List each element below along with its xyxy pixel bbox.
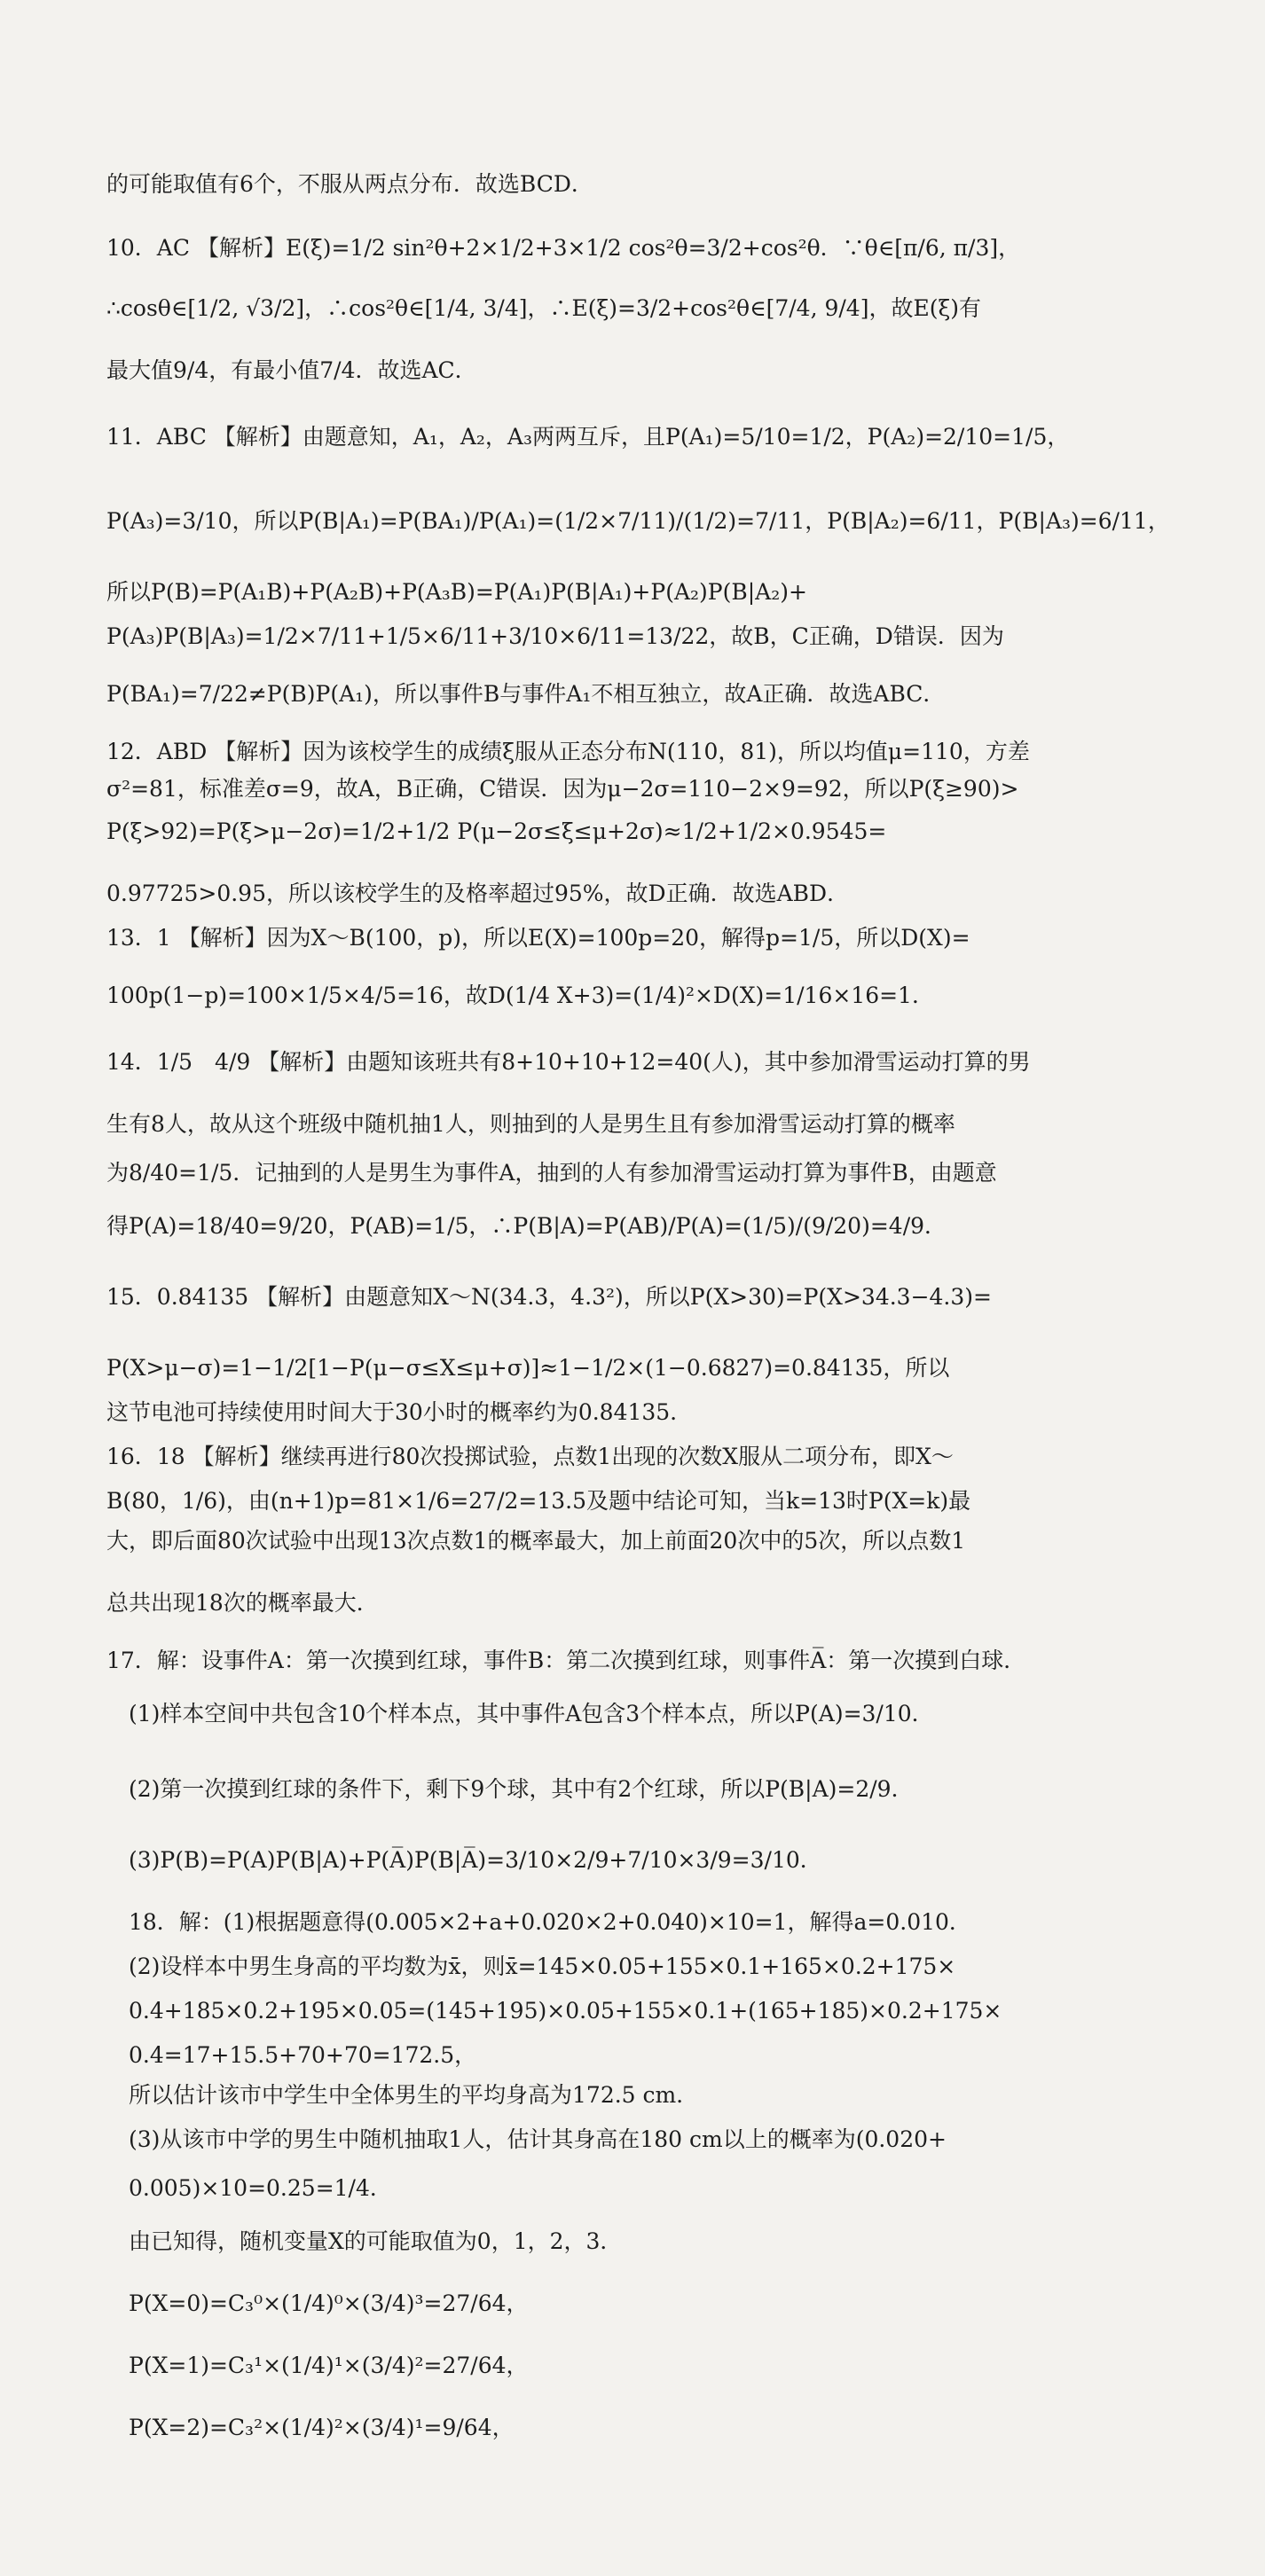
- line-36: (3)从该市中学的男生中随机抽取1人，估计其身高在180 cm以上的概率为(0.020+: [129, 2126, 947, 2152]
- line-04: 最大值9/4，有最小值7/4．故选AC．: [106, 357, 477, 383]
- line-35: 所以估计该市中学生中全体男生的平均身高为172.5 cm．: [129, 2082, 699, 2108]
- line-39: P(X=0)=C₃⁰×(1/4)⁰×(3/4)³=27/64，: [129, 2290, 529, 2316]
- line-21: P(X>μ−σ)=1−1/2[1−P(μ−σ≤X≤μ+σ)]≈1−1/2×(1−0.6827)=0.84135，所以: [106, 1355, 950, 1381]
- line-27: 17．解：设事件A：第一次摸到红球，事件B：第二次摸到红球，则事件A̅：第一次摸到白球．: [106, 1648, 1026, 1673]
- line-30: (3)P(B)=P(A)P(B|A)+P(A̅)P(B|A̅)=3/10×2/9+7/10×3/9=3/10．: [129, 1847, 822, 1873]
- line-01: 的可能取值有6个，不服从两点分布．故选BCD．: [106, 171, 593, 197]
- line-19: 得P(A)=18/40=9/20，P(AB)=1/5，∴P(B|A)=P(AB)/P(A)=(1/5)/(9/20)=4/9．: [106, 1213, 947, 1239]
- line-41: P(X=2)=C₃²×(1/4)²×(3/4)¹=9/64，: [129, 2415, 515, 2440]
- line-37: 0.005)×10=0.25=1/4．: [129, 2175, 392, 2201]
- line-13: 0.97725>0.95，所以该校学生的及格率超过95%，故D正确．故选ABD．: [106, 881, 850, 906]
- line-11: σ²=81，标准差σ=9，故A，B正确，C错误．因为μ−2σ=110−2×9=92，所以P(ξ≥90)>: [106, 776, 1019, 802]
- line-08: P(A₃)P(B|A₃)=1/2×7/11+1/5×6/11+3/10×6/11=13/22，故B，C正确，D错误．因为: [106, 623, 1004, 649]
- line-31: 18．解：(1)根据题意得(0.005×2+a+0.020×2+0.040)×10=1，解得a=0.010．: [129, 1909, 971, 1935]
- line-34: 0.4=17+15.5+70+70=172.5，: [129, 2042, 477, 2068]
- line-10: 12．ABD 【解析】因为该校学生的成绩ξ服从正态分布N(110，81)，所以均值μ=110，方差: [106, 739, 1030, 764]
- line-23: 16．18 【解析】继续再进行80次投掷试验，点数1出现的次数X服从二项分布，即X～: [106, 1444, 954, 1469]
- line-25: 大，即后面80次试验中出现13次点数1的概率最大，加上前面20次中的5次，所以点数1: [106, 1528, 966, 1554]
- line-14: 13．1 【解析】因为X～B(100，p)，所以E(X)=100p=20，解得p=1/5，所以D(X)=: [106, 925, 970, 951]
- line-24: B(80，1/6)，由(n+1)p=81×1/6=27/2=13.5及题中结论可知，当k=13时P(X=k)最: [106, 1488, 971, 1514]
- line-32: (2)设样本中男生身高的平均数为x̄，则x̄=145×0.05+155×0.1+165×0.2+175×: [129, 1954, 956, 1979]
- line-09: P(BA₁)=7/22≠P(B)P(A₁)，所以事件B与事件A₁不相互独立，故A正确．故选ABC．: [106, 681, 946, 707]
- line-26: 总共出现18次的概率最大．: [106, 1590, 379, 1616]
- line-17: 生有8人，故从这个班级中随机抽1人，则抽到的人是男生且有参加滑雪运动打算的概率: [106, 1111, 955, 1137]
- line-38: 由已知得，随机变量X的可能取值为0，1，2，3．: [129, 2228, 623, 2254]
- line-40: P(X=1)=C₃¹×(1/4)¹×(3/4)²=27/64，: [129, 2353, 529, 2378]
- line-05: 11．ABC 【解析】由题意知，A₁，A₂，A₃两两互斥，且P(A₁)=5/10=1/2，P(A₂)=2/10=1/5，: [106, 424, 1070, 450]
- line-18: 为8/40=1/5．记抽到的人是男生为事件A，抽到的人有参加滑雪运动打算为事件B，由题意: [106, 1160, 997, 1186]
- line-06: P(A₃)=3/10，所以P(B|A₁)=P(BA₁)/P(A₁)=(1/2×7/11)/(1/2)=7/11，P(B|A₂)=6/11，P(B|A₃)=6/11，: [106, 508, 1170, 534]
- line-16: 14．1/5 4/9 【解析】由题知该班共有8+10+10+12=40(人)，其中参加滑雪运动打算的男: [106, 1049, 1031, 1075]
- line-15: 100p(1−p)=100×1/5×4/5=16，故D(1/4 X+3)=(1/4)²×D(X)=1/16×16=1．: [106, 983, 934, 1008]
- line-02: 10．AC 【解析】E(ξ)=1/2 sin²θ+2×1/2+3×1/2 cos²θ=3/2+cos²θ．∵θ∈[π/6, π/3]，: [106, 235, 1021, 261]
- line-20: 15．0.84135 【解析】由题意知X～N(34.3，4.3²)，所以P(X>30)=P(X>34.3−4.3)=: [106, 1284, 992, 1310]
- line-33: 0.4+185×0.2+195×0.05=(145+195)×0.05+155×0.1+(165+185)×0.2+175×: [129, 1998, 1002, 2024]
- line-07: 所以P(B)=P(A₁B)+P(A₂B)+P(A₃B)=P(A₁)P(B|A₁)+P(A₂)P(B|A₂)+: [106, 579, 807, 605]
- line-28: (1)样本空间中共包含10个样本点，其中事件A包含3个样本点，所以P(A)=3/10．: [129, 1701, 934, 1726]
- line-03: ∴cosθ∈[1/2, √3/2]，∴cos²θ∈[1/4, 3/4]，∴E(ξ)=3/2+cos²θ∈[7/4, 9/4]，故E(ξ)有: [106, 295, 981, 321]
- line-29: (2)第一次摸到红球的条件下，剩下9个球，其中有2个红球，所以P(B|A)=2/9．: [129, 1776, 914, 1802]
- line-12: P(ξ>92)=P(ξ>μ−2σ)=1/2+1/2 P(μ−2σ≤ξ≤μ+2σ)≈1/2+1/2×0.9545=: [106, 818, 887, 844]
- line-22: 这节电池可持续使用时间大于30小时的概率约为0.84135．: [106, 1399, 693, 1425]
